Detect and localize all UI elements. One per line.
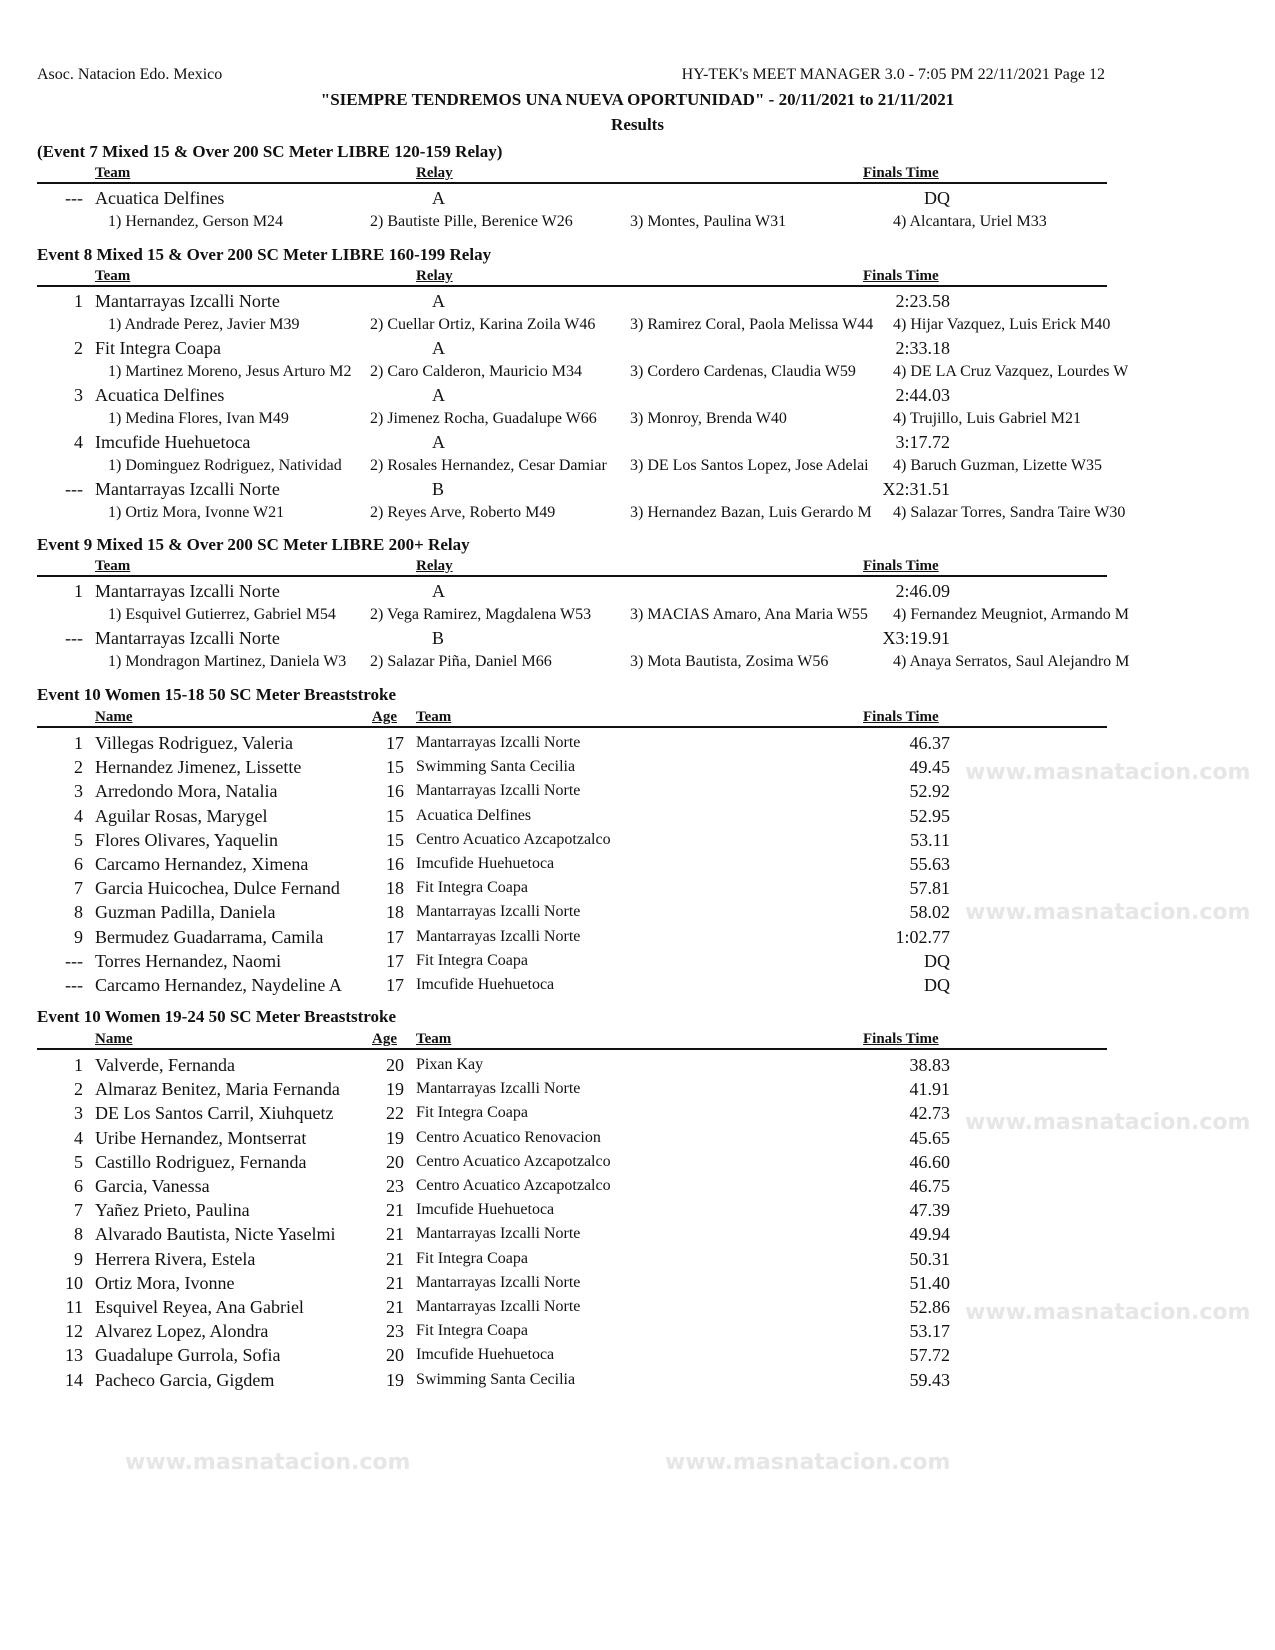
finals-time: 49.45 [909, 757, 950, 778]
swimmer-team: Mantarrayas Izcalli Norte [416, 734, 581, 751]
swimmer-name: Carcamo Hernandez, Ximena [95, 854, 309, 874]
swimmer-age: 15 [386, 757, 404, 778]
relay-team: Imcufide Huehuetoca [95, 432, 251, 452]
header-rule [37, 285, 1107, 287]
result-place: 9 [74, 926, 83, 947]
swimmer-age: 19 [386, 1079, 404, 1100]
swimmer-team: Centro Acuatico Azcapotzalco [416, 1177, 611, 1194]
swimmer-name: DE Los Santos Carril, Xiuhquetz [95, 1103, 334, 1124]
relay-time: 2:46.09 [895, 581, 950, 601]
relay-time: 2:23.58 [895, 291, 950, 311]
column-header-age: Age [372, 1031, 397, 1047]
swimmer-age: 21 [386, 1248, 404, 1269]
watermark: www.masnatacion.com [965, 1300, 1251, 1325]
relay-swimmer: 4) Trujillo, Luis Gabriel M21 [893, 409, 1082, 427]
result-place: 10 [65, 1272, 83, 1293]
swimmer-team: Fit Integra Coapa [416, 879, 528, 897]
relay-team: Mantarrayas Izcalli Norte [95, 628, 280, 648]
results-subtitle: Results [611, 115, 664, 134]
relay-team: Mantarrayas Izcalli Norte [95, 479, 280, 499]
finals-time: DQ [924, 950, 950, 971]
swimmer-team: Swimming Santa Cecilia [416, 1370, 576, 1388]
relay-swimmer: 1) Esquivel Gutierrez, Gabriel M54 [108, 605, 336, 623]
result-place: 6 [74, 854, 83, 874]
relay-place: 1 [74, 291, 83, 311]
event-title: Event 10 Women 15-18 50 SC Meter Breaststroke [37, 685, 397, 704]
relay-swimmer: 3) DE Los Santos Lopez, Jose Adelai [630, 456, 869, 474]
swimmer-age: 18 [386, 878, 404, 899]
meet-title: "SIEMPRE TENDREMOS UNA NUEVA OPORTUNIDAD" - 20/11/2021 to 21/11/2021 [320, 90, 955, 109]
column-header-relay: Relay [416, 268, 453, 284]
relay-time: 2:44.03 [895, 385, 950, 405]
swimmer-age: 19 [386, 1369, 404, 1390]
column-header-relay: Relay [416, 558, 453, 574]
relay-time: 2:33.18 [895, 338, 950, 358]
relay-letter: A [432, 338, 445, 358]
swimmer-name: Uribe Hernandez, Montserrat [95, 1127, 307, 1148]
swimmer-name: Alvarez Lopez, Alondra [95, 1321, 269, 1342]
swimmer-name: Ortiz Mora, Ivonne [95, 1272, 235, 1293]
relay-swimmer: 3) Cordero Cardenas, Claudia W59 [630, 362, 856, 380]
swimmer-age: 18 [386, 902, 404, 923]
event-title: (Event 7 Mixed 15 & Over 200 SC Meter LIBRE 120-159 Relay) [37, 142, 503, 161]
relay-swimmer: 4) Baruch Guzman, Lizette W35 [893, 456, 1102, 474]
swimmer-team: Imcufide Huehuetoca [416, 1346, 555, 1364]
result-place: 4 [74, 1127, 83, 1148]
relay-swimmer: 2) Caro Calderon, Mauricio M34 [370, 362, 582, 380]
swimmer-age: 16 [386, 781, 404, 802]
swimmer-team: Mantarrayas Izcalli Norte [416, 903, 581, 921]
swimmer-name: Villegas Rodriguez, Valeria [95, 733, 294, 753]
watermark: www.masnatacion.com [965, 1110, 1251, 1135]
result-place: 13 [65, 1345, 83, 1366]
swimmer-age: 21 [386, 1224, 404, 1245]
result-place: --- [65, 950, 83, 971]
result-place: 9 [74, 1248, 83, 1269]
swimmer-team: Imcufide Huehuetoca [416, 1201, 555, 1219]
finals-time: 57.81 [909, 878, 950, 899]
finals-time: 52.86 [909, 1297, 950, 1317]
finals-time: 53.11 [910, 829, 950, 850]
result-place: 3 [74, 1103, 83, 1124]
header-rule [37, 726, 1107, 728]
relay-swimmer: 2) Reyes Arve, Roberto M49 [370, 503, 556, 521]
swimmer-name: Castillo Rodriguez, Fernanda [95, 1151, 307, 1172]
result-place: 11 [65, 1297, 83, 1317]
finals-time: 55.63 [909, 854, 950, 874]
result-place: 12 [65, 1321, 83, 1342]
header-rule [37, 575, 1107, 577]
finals-time: 46.75 [909, 1176, 950, 1196]
relay-place: --- [65, 628, 83, 648]
watermark: www.masnatacion.com [965, 760, 1251, 785]
relay-letter: A [432, 432, 445, 452]
swimmer-name: Valverde, Fernanda [95, 1055, 235, 1075]
relay-time: 3:17.72 [895, 432, 950, 452]
finals-time: 38.83 [909, 1055, 950, 1075]
event-title: Event 9 Mixed 15 & Over 200 SC Meter LIBRE 200+ Relay [37, 535, 470, 554]
result-place: 8 [74, 902, 83, 923]
relay-swimmer: 3) Montes, Paulina W31 [630, 212, 787, 230]
column-header-name: Name [95, 1031, 133, 1047]
finals-time: DQ [924, 975, 950, 995]
column-header-time: Finals Time [863, 709, 939, 725]
relay-swimmer: 4) Fernandez Meugniot, Armando M [893, 605, 1129, 623]
swimmer-name: Pacheco Garcia, Gigdem [95, 1369, 275, 1390]
header-rule [37, 1048, 1107, 1050]
relay-letter: B [432, 479, 445, 499]
swimmer-team: Centro Acuatico Azcapotzalco [416, 1152, 611, 1170]
relay-swimmer: 2) Cuellar Ortiz, Karina Zoila W46 [370, 315, 596, 333]
relay-swimmer: 1) Ortiz Mora, Ivonne W21 [108, 503, 285, 521]
relay-swimmer: 4) DE LA Cruz Vazquez, Lourdes W [893, 362, 1129, 380]
relay-team: Acuatica Delfines [95, 188, 225, 208]
swimmer-age: 21 [386, 1200, 404, 1221]
finals-time: 52.95 [909, 805, 950, 826]
relay-letter: A [432, 385, 445, 405]
org-name: Asoc. Natacion Edo. Mexico [37, 66, 223, 83]
swimmer-team: Mantarrayas Izcalli Norte [416, 782, 581, 800]
relay-letter: A [432, 581, 445, 601]
swimmer-team: Imcufide Huehuetoca [416, 976, 555, 993]
column-header-team: Team [95, 558, 131, 574]
swimmer-name: Bermudez Guadarrama, Camila [95, 926, 324, 947]
relay-swimmer: 2) Vega Ramirez, Magdalena W53 [370, 605, 592, 623]
finals-time: 42.73 [909, 1103, 950, 1124]
result-place: 2 [74, 1079, 83, 1100]
finals-time: 45.65 [909, 1127, 950, 1148]
swimmer-name: Flores Olivares, Yaquelin [95, 829, 278, 850]
relay-letter: A [432, 188, 445, 208]
column-header-name: Name [95, 709, 133, 725]
finals-time: 50.31 [909, 1248, 950, 1269]
finals-time: 51.40 [909, 1272, 950, 1293]
result-place: 4 [74, 805, 83, 826]
swimmer-name: Almaraz Benitez, Maria Fernanda [95, 1079, 340, 1100]
swimmer-name: Garcia Huicochea, Dulce Fernand [95, 878, 340, 899]
swimmer-age: 21 [386, 1272, 404, 1293]
column-header-time: Finals Time [863, 268, 939, 284]
column-header-age: Age [372, 709, 397, 725]
column-header-team: Team [416, 1031, 452, 1047]
relay-swimmer: 1) Dominguez Rodriguez, Natividad [108, 456, 342, 474]
result-place: 7 [74, 1200, 83, 1221]
swimmer-team: Imcufide Huehuetoca [416, 855, 555, 872]
relay-swimmer: 1) Andrade Perez, Javier M39 [108, 315, 300, 333]
event-title: Event 8 Mixed 15 & Over 200 SC Meter LIBRE 160-199 Relay [37, 245, 492, 264]
relay-place: 1 [74, 581, 83, 601]
swimmer-name: Herrera Rivera, Estela [95, 1248, 256, 1269]
relay-swimmer: 4) Alcantara, Uriel M33 [893, 212, 1047, 230]
swimmer-team: Mantarrayas Izcalli Norte [416, 927, 581, 945]
relay-swimmer: 2) Rosales Hernandez, Cesar Damiar [370, 456, 607, 474]
column-header-team: Team [416, 709, 452, 725]
relay-team: Acuatica Delfines [95, 385, 225, 405]
relay-swimmer: 4) Anaya Serratos, Saul Alejandro M [893, 652, 1130, 670]
relay-place: 4 [74, 432, 83, 452]
relay-swimmer: 4) Salazar Torres, Sandra Taire W30 [893, 503, 1126, 521]
relay-swimmer: 1) Mondragon Martinez, Daniela W3 [108, 652, 347, 670]
finals-time: 46.60 [909, 1151, 950, 1172]
swimmer-age: 17 [386, 950, 404, 971]
relay-swimmer: 1) Hernandez, Gerson M24 [108, 212, 284, 230]
swimmer-name: Yañez Prieto, Paulina [95, 1200, 250, 1221]
swimmer-name: Torres Hernandez, Naomi [95, 950, 282, 971]
relay-time: DQ [924, 188, 950, 208]
swimmer-name: Guadalupe Gurrola, Sofia [95, 1345, 281, 1366]
relay-place: --- [65, 479, 83, 499]
swimmer-age: 15 [386, 829, 404, 850]
swimmer-team: Centro Acuatico Renovacion [416, 1128, 601, 1146]
finals-time: 53.17 [909, 1321, 950, 1342]
software-info: HY-TEK's MEET MANAGER 3.0 - 7:05 PM 22/11/2021 Page 12 [681, 66, 1105, 83]
swimmer-name: Carcamo Hernandez, Naydeline A [95, 975, 342, 995]
result-place: 14 [65, 1369, 83, 1390]
relay-place: 3 [74, 385, 83, 405]
relay-swimmer: 2) Jimenez Rocha, Guadalupe W66 [370, 409, 597, 427]
relay-swimmer: 1) Medina Flores, Ivan M49 [108, 409, 289, 427]
swimmer-team: Centro Acuatico Azcapotzalco [416, 830, 611, 848]
relay-place: --- [65, 188, 83, 208]
finals-time: 52.92 [909, 781, 950, 802]
swimmer-team: Mantarrayas Izcalli Norte [416, 1080, 581, 1098]
result-place: 3 [74, 781, 83, 802]
swimmer-age: 20 [386, 1151, 404, 1172]
finals-time: 41.91 [909, 1079, 950, 1100]
relay-swimmer: 3) Mota Bautista, Zosima W56 [630, 652, 829, 670]
relay-team: Fit Integra Coapa [95, 338, 221, 358]
swimmer-age: 23 [386, 1176, 404, 1196]
finals-time: 57.72 [909, 1345, 950, 1366]
relay-time: X3:19.91 [882, 628, 950, 648]
relay-swimmer: 3) Monroy, Brenda W40 [630, 409, 787, 427]
relay-swimmer: 4) Hijar Vazquez, Luis Erick M40 [893, 315, 1111, 333]
swimmer-name: Arredondo Mora, Natalia [95, 781, 278, 802]
relay-swimmer: 1) Martinez Moreno, Jesus Arturo M2 [108, 362, 352, 380]
swimmer-age: 16 [386, 854, 404, 874]
relay-letter: A [432, 291, 445, 311]
relay-swimmer: 2) Bautiste Pille, Berenice W26 [370, 212, 573, 230]
relay-team: Mantarrayas Izcalli Norte [95, 581, 280, 601]
result-place: 8 [74, 1224, 83, 1245]
watermark: www.masnatacion.com [125, 1450, 411, 1475]
finals-time: 46.37 [909, 733, 950, 753]
swimmer-name: Esquivel Reyea, Ana Gabriel [95, 1297, 304, 1317]
column-header-time: Finals Time [863, 165, 939, 181]
result-place: 1 [74, 1055, 83, 1075]
event-title: Event 10 Women 19-24 50 SC Meter Breaststroke [37, 1007, 397, 1026]
result-place: 6 [74, 1176, 83, 1196]
finals-time: 58.02 [909, 902, 950, 923]
column-header-relay: Relay [416, 165, 453, 181]
relay-swimmer: 3) Ramirez Coral, Paola Melissa W44 [630, 315, 874, 333]
swimmer-age: 20 [386, 1055, 404, 1075]
swimmer-age: 17 [386, 975, 404, 995]
relay-swimmer: 2) Salazar Piña, Daniel M66 [370, 652, 552, 670]
watermark: www.masnatacion.com [665, 1450, 951, 1475]
swimmer-name: Aguilar Rosas, Marygel [95, 805, 268, 826]
column-header-time: Finals Time [863, 1031, 939, 1047]
swimmer-name: Guzman Padilla, Daniela [95, 902, 276, 923]
swimmer-name: Alvarado Bautista, Nicte Yaselmi [95, 1224, 336, 1245]
swimmer-team: Mantarrayas Izcalli Norte [416, 1273, 581, 1291]
result-place: 5 [74, 829, 83, 850]
swimmer-age: 17 [386, 926, 404, 947]
swimmer-team: Pixan Kay [416, 1056, 484, 1073]
column-header-team: Team [95, 165, 131, 181]
swimmer-name: Hernandez Jimenez, Lissette [95, 757, 302, 778]
swimmer-team: Fit Integra Coapa [416, 1104, 528, 1122]
swimmer-age: 19 [386, 1127, 404, 1148]
column-header-time: Finals Time [863, 558, 939, 574]
result-place: 5 [74, 1151, 83, 1172]
relay-letter: B [432, 628, 445, 648]
relay-time: X2:31.51 [882, 479, 950, 499]
relay-swimmer: 3) MACIAS Amaro, Ana Maria W55 [630, 605, 868, 623]
swimmer-team: Fit Integra Coapa [416, 951, 528, 969]
finals-time: 59.43 [909, 1369, 950, 1390]
watermark: www.masnatacion.com [965, 900, 1251, 925]
relay-team: Mantarrayas Izcalli Norte [95, 291, 280, 311]
result-place: 1 [74, 733, 83, 753]
header-rule [37, 182, 1107, 184]
column-header-team: Team [95, 268, 131, 284]
swimmer-age: 22 [386, 1103, 404, 1124]
swimmer-team: Mantarrayas Izcalli Norte [416, 1298, 581, 1315]
swimmer-age: 17 [386, 733, 404, 753]
finals-time: 49.94 [909, 1224, 950, 1245]
swimmer-age: 21 [386, 1297, 404, 1317]
swimmer-team: Acuatica Delfines [416, 806, 532, 824]
result-place: --- [65, 975, 83, 995]
relay-place: 2 [74, 338, 83, 358]
relay-swimmer: 3) Hernandez Bazan, Luis Gerardo M [630, 503, 872, 521]
swimmer-name: Garcia, Vanessa [95, 1176, 210, 1196]
swimmer-age: 23 [386, 1321, 404, 1342]
swimmer-age: 15 [386, 805, 404, 826]
swimmer-team: Fit Integra Coapa [416, 1249, 528, 1267]
result-place: 2 [74, 757, 83, 778]
finals-time: 47.39 [909, 1200, 950, 1221]
swimmer-age: 20 [386, 1345, 404, 1366]
swimmer-team: Mantarrayas Izcalli Norte [416, 1225, 581, 1243]
result-place: 7 [74, 878, 83, 899]
finals-time: 1:02.77 [895, 926, 950, 947]
swimmer-team: Swimming Santa Cecilia [416, 758, 576, 776]
swimmer-team: Fit Integra Coapa [416, 1322, 528, 1340]
